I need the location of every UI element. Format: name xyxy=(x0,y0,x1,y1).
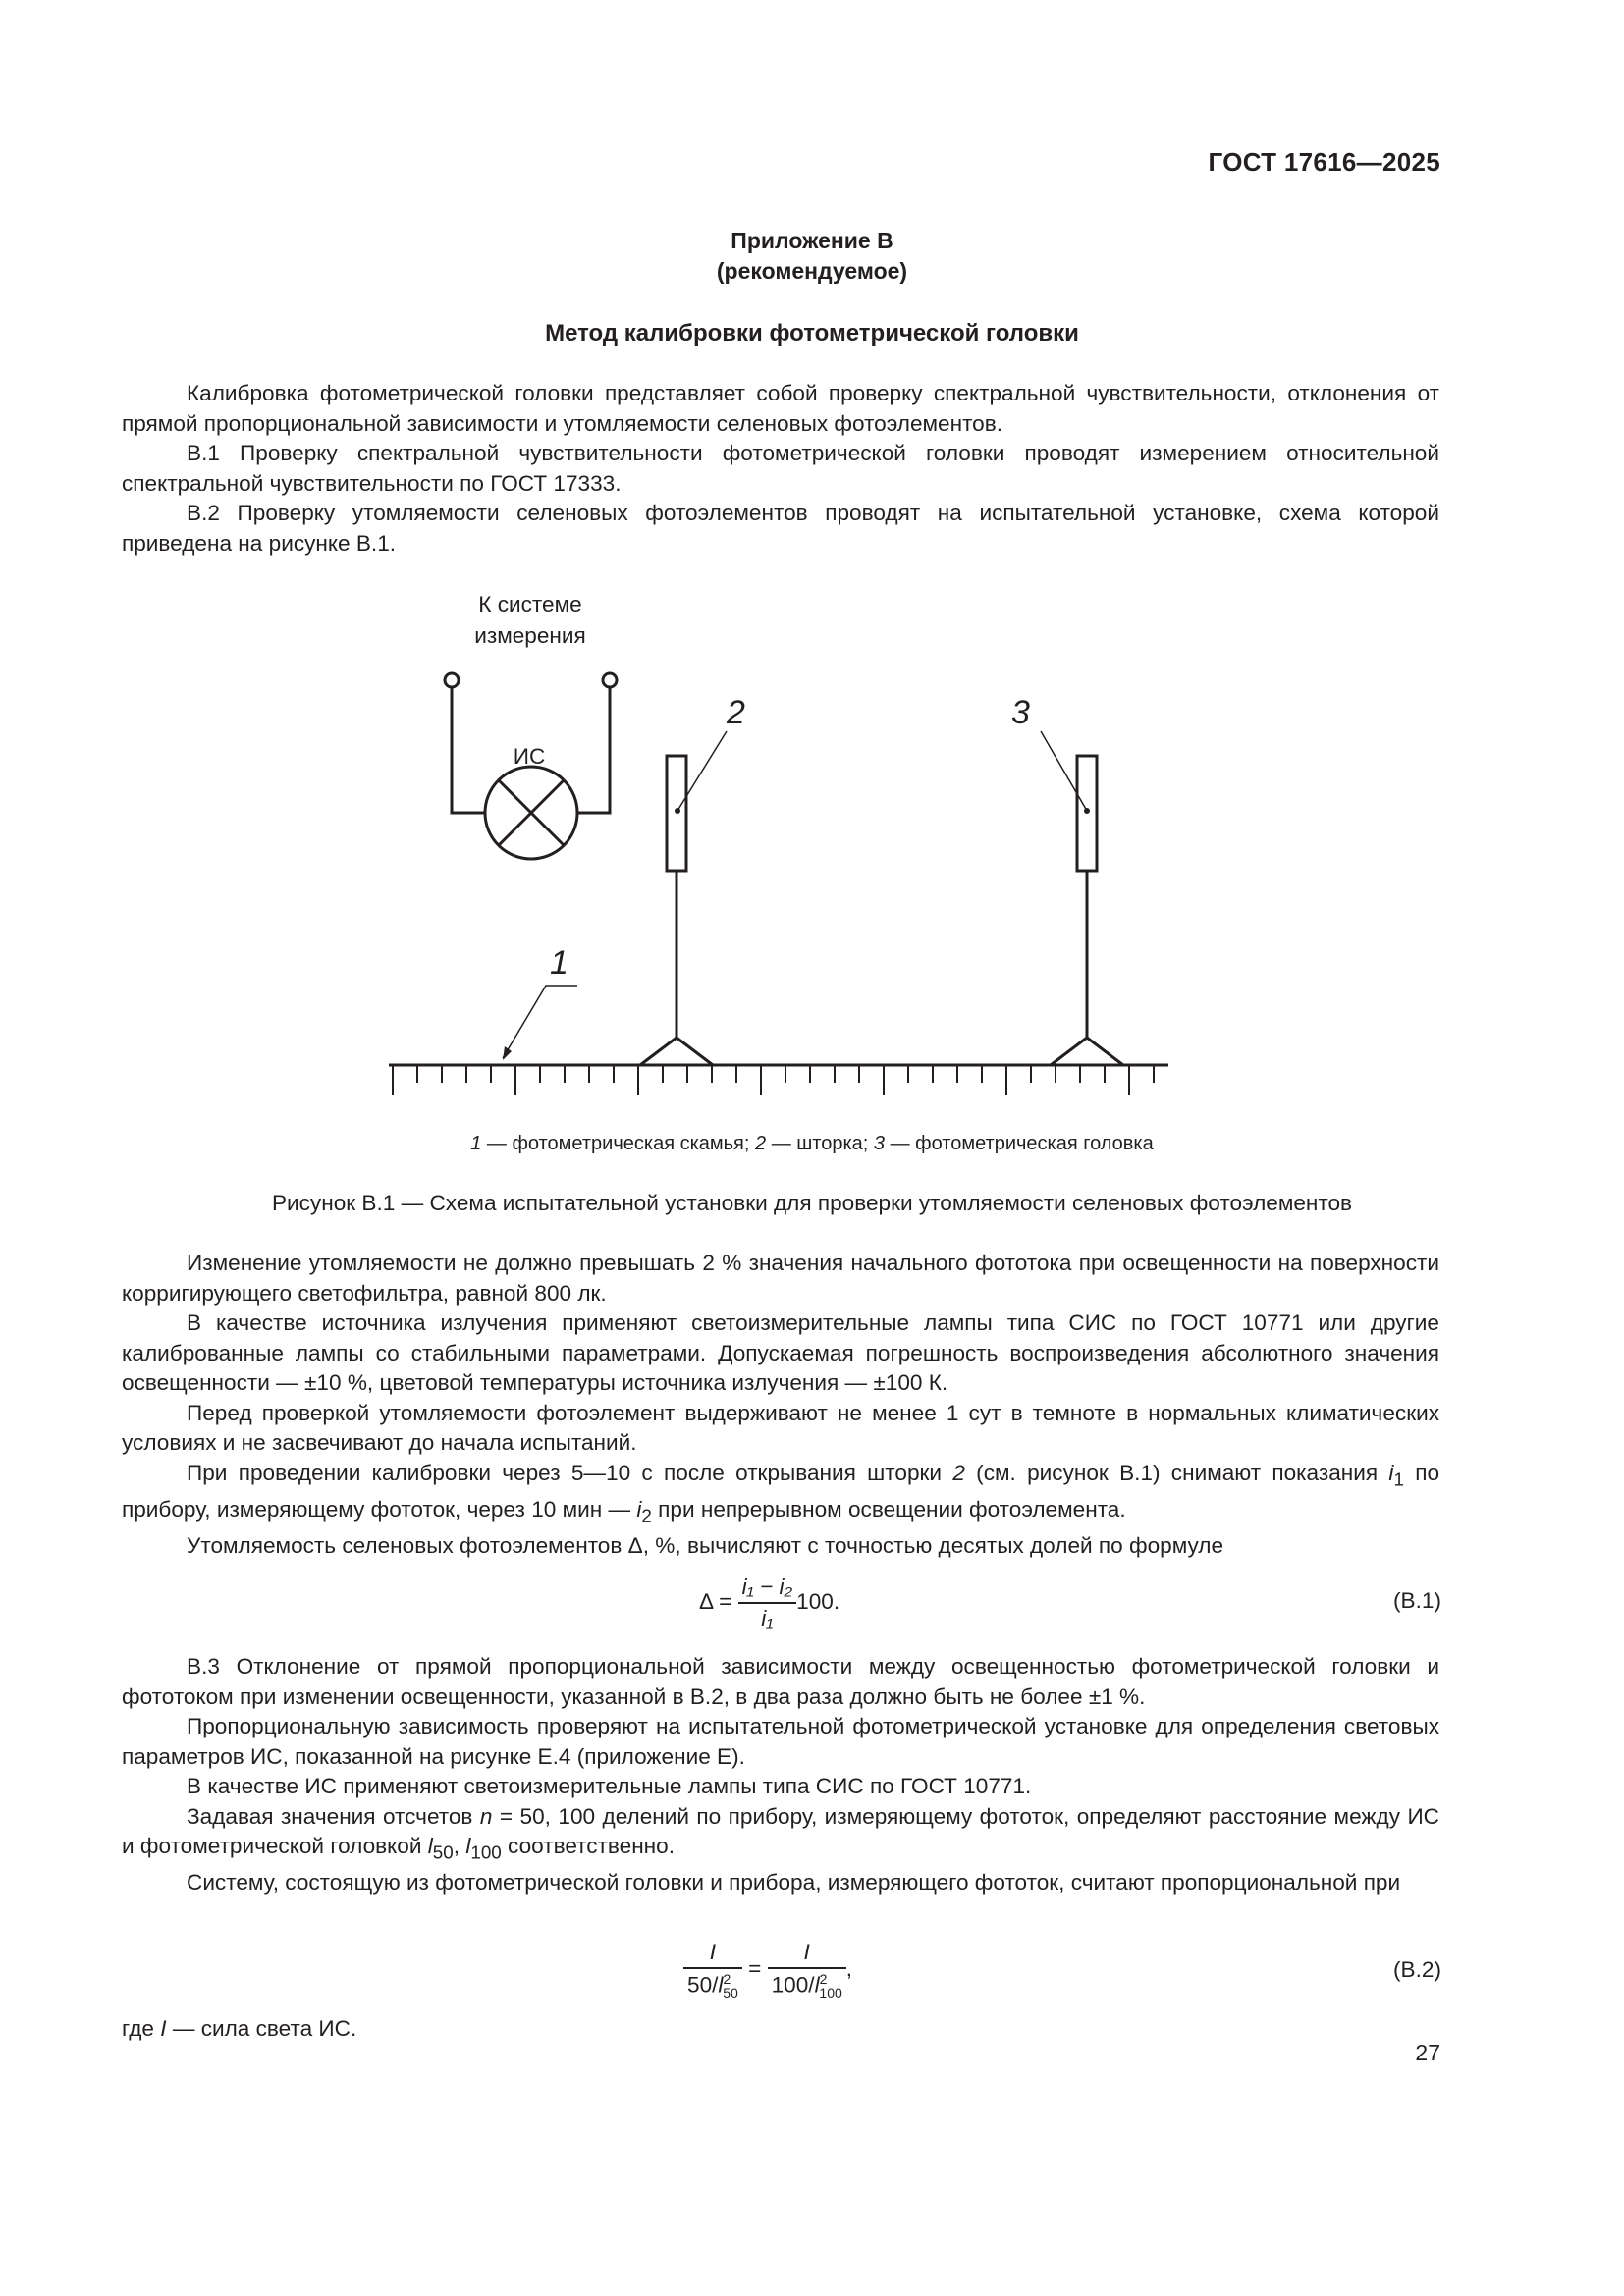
where-clause: где I — сила света ИС. xyxy=(122,2016,357,2041)
legend-number: 3 xyxy=(873,1133,886,1154)
fraction-denominator: $100/l^2_{100}$ xyxy=(771,1971,842,2002)
formula-text: , xyxy=(845,1956,853,1981)
text-run: 2 xyxy=(952,1460,965,1485)
measurement-label-line2: измерения xyxy=(474,623,586,648)
fraction-denominator: $50/l^2_{50}$ xyxy=(687,1971,738,2002)
figure-legend xyxy=(0,1133,1624,1155)
formula-b2 xyxy=(683,1940,852,2001)
formula-text: 100/ xyxy=(771,1972,815,1998)
body-text xyxy=(122,1249,1439,1561)
formula-number: (В.1) xyxy=(1393,1588,1441,1613)
bench-ticks xyxy=(393,1065,1154,1095)
standard-number: ГОСТ 17616—2025 xyxy=(1208,147,1440,177)
paragraph: В качестве источника излучения применяют светоизмерительные лампы типа СИС по ГОСТ 10771 или другие калиброванные лампы со стабильными параметрами. Допускаемая погрешность воспроизведения абсолютного значения освещенности — ±10 %, цветовой температуры источника излучения — ±100 К. xyxy=(122,1310,1439,1395)
text-run: Задавая значения отсчетов xyxy=(187,1803,480,1829)
page-number: 27 xyxy=(1415,2040,1440,2065)
fraction xyxy=(768,1940,846,2001)
legend-text: — фотометрическая головка xyxy=(885,1133,1154,1154)
fraction-numerator xyxy=(683,1940,742,1969)
wire-right xyxy=(577,687,610,813)
formula-equals: = xyxy=(748,1956,762,1981)
formula-number: (В.2) xyxy=(1393,1957,1441,1982)
section-title: Метод калибровки фотометрической головки xyxy=(545,320,1079,347)
paragraph: Перед проверкой утомляемости фотоэлемент выдерживают не менее 1 сут в темноте в нормальных климатических условиях и не засвечивают до начала испытаний. xyxy=(122,1400,1439,1455)
head-leg xyxy=(1087,1038,1123,1065)
fraction xyxy=(683,1940,742,2001)
formula-text: 50/ xyxy=(687,1972,719,1998)
text-run: (см. рисунок В.1) снимают показания xyxy=(964,1460,1389,1485)
callout-3: 3 xyxy=(1011,694,1030,731)
shutter-dot xyxy=(675,808,680,814)
paragraph: Систему, состоящую из фотометрической головки и прибора, измеряющего фототок, считают пропорциональной при xyxy=(187,1870,1401,1896)
formula-rhs: 100. xyxy=(796,1588,840,1614)
legend-number: 2 xyxy=(755,1133,767,1154)
text-run: где xyxy=(122,2016,161,2041)
text-run: = 50, 100 делений по прибору, измеряющему фототок, определяют расстояние между ИС и фотометрической головкой xyxy=(122,1803,1439,1858)
shutter-leg xyxy=(677,1038,713,1065)
text-run: при непрерывном освещении фотоэлемента. xyxy=(651,1496,1126,1522)
text-run: При проведении калибровки через 5—10 с после открывания шторки xyxy=(187,1460,953,1485)
callout-2: 2 xyxy=(727,694,745,731)
formula-lhs: Δ = xyxy=(699,1588,732,1614)
annex-status: (рекомендуемое) xyxy=(716,258,908,284)
figure-caption: Рисунок В.1 — Схема испытательной установки для проверки утомляемости селеновых фотоэлементов xyxy=(271,1191,1353,1215)
terminal-right xyxy=(603,673,617,687)
leader-3 xyxy=(1041,731,1087,811)
paragraph: При проведении калибровки через 5—10 с после открывания шторки 2 (см. рисунок В.1) снимают показания $i_1$ по прибору, измеряющему фототок, через 10 мин — $i_2$ при непрерывном освещении фотоэлемента. xyxy=(122,1460,1440,1526)
paragraph: В.2 Проверку утомляемости селеновых фотоэлементов проводят на испытательной установке, схема которой приведена на рисунке В.1. xyxy=(122,501,1439,556)
terminal-left xyxy=(445,673,459,687)
callout-1: 1 xyxy=(550,944,568,982)
annex-title: Приложение В xyxy=(731,228,893,253)
formula-symbol: I xyxy=(803,1940,810,1964)
fraction-denominator: i₁ xyxy=(761,1606,774,1630)
fraction xyxy=(738,1575,797,1631)
lamp-label: ИС xyxy=(513,744,546,769)
arrow-icon xyxy=(503,1046,512,1060)
legend-number: 1 xyxy=(470,1133,482,1154)
text-run: соответственно. xyxy=(501,1834,675,1858)
paragraph: Пропорциональную зависимость проверяют на испытательной фотометрической установке для определения световых параметров ИС, показанной на рисунке Е.4 (приложение Е). xyxy=(122,1714,1439,1769)
paragraph: В.3 Отклонение от прямой пропорциональной зависимости между освещенностью фотометрической головки и фототоком при изменении освещенности, указанной в В.2, в два раза должно быть не более ±1 %. xyxy=(122,1654,1439,1709)
body-text-2 xyxy=(122,1652,1439,1898)
fraction-numerator xyxy=(768,1940,846,1969)
legend-text: — фотометрическая скамья; xyxy=(481,1133,756,1154)
text-run: — сила света ИС. xyxy=(166,2016,357,2041)
paragraph: В качестве ИС применяют светоизмерительные лампы типа СИС по ГОСТ 10771. xyxy=(187,1774,1032,1798)
measurement-label-line1: К системе xyxy=(478,592,582,616)
paragraph: Утомляемость селеновых фотоэлементов Δ, %, вычисляют с точностью десятых долей по формуле xyxy=(187,1532,1224,1558)
test-setup-diagram xyxy=(0,0,1624,1129)
shutter-leg xyxy=(640,1038,677,1065)
paragraph: Калибровка фотометрической головки представляет собой проверку спектральной чувствительности, отклонения от прямой пропорциональной зависимости и утомляемости селеновых фотоэлементов. xyxy=(122,381,1439,436)
fraction-numerator: i₁ − i₂ xyxy=(738,1575,797,1604)
head-dot xyxy=(1084,808,1090,814)
legend-text: — шторка; xyxy=(766,1133,874,1154)
formula-b1 xyxy=(699,1575,839,1631)
paragraph: Изменение утомляемости не должно превышать 2 % значения начального фототока при освещенности на поверхности корригирующего светофильтра, равной 800 лк. xyxy=(122,1251,1439,1306)
paragraph: В.1 Проверку спектральной чувствительности фотометрической головки проводят измерением относительной спектральной чувствительности по ГОСТ 17333. xyxy=(122,441,1439,496)
measurement-label xyxy=(432,589,628,652)
text-run: по прибору, измеряющему фототок, через 10 мин — xyxy=(122,1460,1440,1522)
paragraph: Задавая значения отсчетов n = 50, 100 делений по прибору, измеряющему фототок, определяют расстояние между ИС и фотометрической головкой $l_{50}$, $l_{100}$ соответственно. xyxy=(122,1803,1439,1863)
head-leg xyxy=(1051,1038,1087,1065)
wire-left xyxy=(452,687,485,813)
leader-1 xyxy=(503,986,577,1058)
formula-symbol: I xyxy=(709,1940,717,1964)
